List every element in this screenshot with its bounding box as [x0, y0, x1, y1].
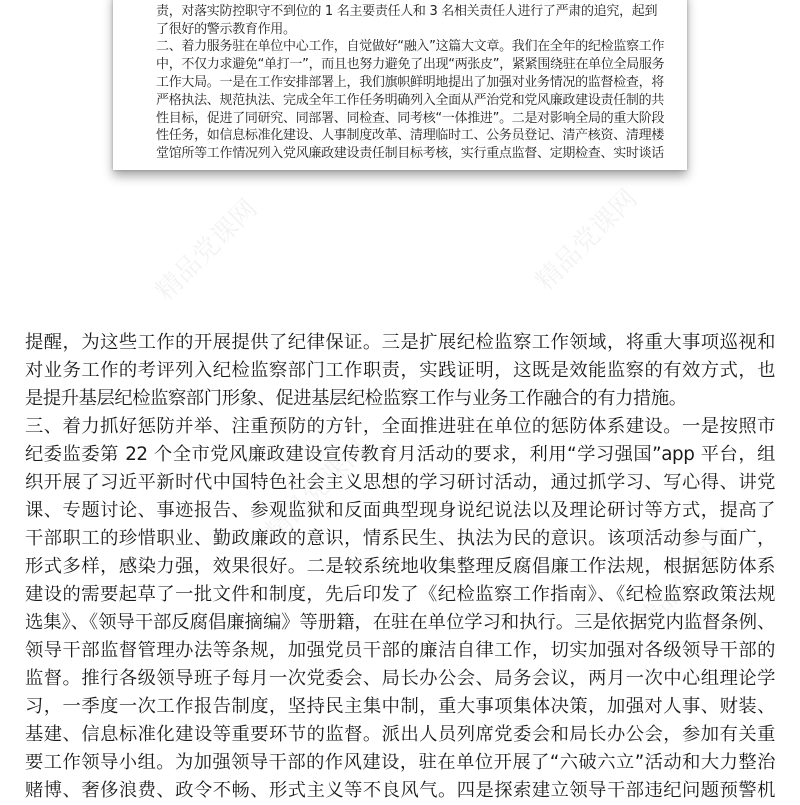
body-text-line: 干部职工的珍惜职业、勤政廉政的意识，情系民生、执法为民的意识。该项活动参与面广， [25, 528, 775, 549]
body-text-line: 提醒，为这些工作的开展提供了纪律保证。三是扩展纪检监察工作领域，将重大事项巡视和 [25, 332, 775, 353]
body-text-line: 领导干部监督管理办法等条规，加强党员干部的廉洁自律工作，切实加强对各级领导干部的 [25, 640, 775, 661]
preview-text-line: 堂馆所等工作情况列入党风廉政建设责任制目标考核，实行重点监督、定期检查、实时谈话 [156, 146, 665, 162]
body-text-line: 织开展了习近平新时代中国特色社会主义思想的学习研讨活动，通过抓学习、写心得、讲党 [25, 472, 775, 493]
watermark: 精品党课网 [260, 433, 374, 547]
watermark: 精品党课网 [530, 183, 644, 297]
preview-text-line: 责，对落实防控职守不到位的 1 名主要责任人和 3 名相关责任人进行了严肃的追究，起到 [156, 3, 658, 19]
body-text-line: 对业务工作的考评列入纪检监察部门工作职责，实践证明，这既是效能监察的有效方式，也 [25, 360, 775, 381]
preview-text [156, 0, 665, 163]
body-text-line: 课、专题讨论、事迹报告、参观监狱和反面典型现身说纪说法以及理论研讨等方式，提高了 [25, 500, 775, 521]
preview-text-line: 性任务，如信息标准化建设、人事制度改革、清理临时工、公务员登记、清产核资、清理楼 [156, 128, 665, 144]
preview-text-line: 严格执法、规范执法、完成全年工作任务明确列入全面从严治党和党风廉政建设责任制的共 [156, 92, 665, 108]
preview-text-line: 二、着力服务驻在单位中心工作，自觉做好“融入”这篇大文章。我们在全年的纪检监察工作 [156, 39, 665, 55]
body-text-line: 赌博、奢侈浪费、政令不畅、形式主义等不良风气。四是探索建立领导干部违纪问题预警机 [25, 780, 775, 801]
watermark: 精品党课网 [630, 523, 744, 637]
body-text-line: 纪委监委第 22 个全市党风廉政建设宣传教育月活动的要求，利用“学习强国”app 平台，组 [25, 444, 775, 465]
body-text-line: 建设的需要起草了一批文件和制度，先后印发了《纪检监察工作指南》、《纪检监察政策法规 [25, 584, 775, 605]
body-text-line: 要工作领导小组。为加强领导干部的作风建设，驻在单位开展了“六破六立”活动和大力整治 [25, 752, 775, 773]
preview-text-line: 了很好的警示教育作用。 [156, 21, 296, 37]
body-text-line: 监督。推行各级领导班子每月一次党委会、局长办公会、局务会议，两月一次中心组理论学 [25, 668, 775, 689]
body-text-line: 选集》、《领导干部反腐倡廉摘编》等册籍，在驻在单位学习和执行。三是依据党内监督条例、 [25, 612, 775, 633]
preview-text-line: 性目标，促进了同研究、同部署、同检查、同考核“一体推进”。二是对影响全局的重大阶段 [156, 110, 665, 126]
body-text-line: 形式多样，感染力强，效果很好。二是较系统地收集整理反腐倡廉工作法规，根据惩防体系 [25, 556, 775, 577]
body-text-line: 三、着力抓好惩防并举、注重预防的方针，全面推进驻在单位的惩防体系建设。一是按照市 [25, 416, 775, 437]
watermark: 精品党课网 [150, 193, 264, 307]
document-page-preview [113, 0, 687, 170]
body-text-line: 是提升基层纪检监察部门形象、促进基层纪检监察工作与业务工作融合的有力措施。 [25, 388, 687, 409]
body-text-line: 基建、信息标准化建设等重要环节的监督。派出人员列席党委会和局长办公会，参加有关重 [25, 724, 775, 745]
body-text-line: 习，一季度一次工作报告制度，坚持民主集中制，重大事项集体决策，加强对人事、财装、 [25, 696, 775, 717]
preview-text-line: 工作大局。一是在工作安排部署上，我们旗帜鲜明地提出了加强对业务情况的监督检查，将 [156, 74, 665, 90]
preview-text-line: 中，不仅力求避免“单打一”，而且也努力避免了出现“两张皮”，紧紧围绕驻在单位全局服务 [156, 57, 665, 73]
document-body [25, 329, 775, 805]
